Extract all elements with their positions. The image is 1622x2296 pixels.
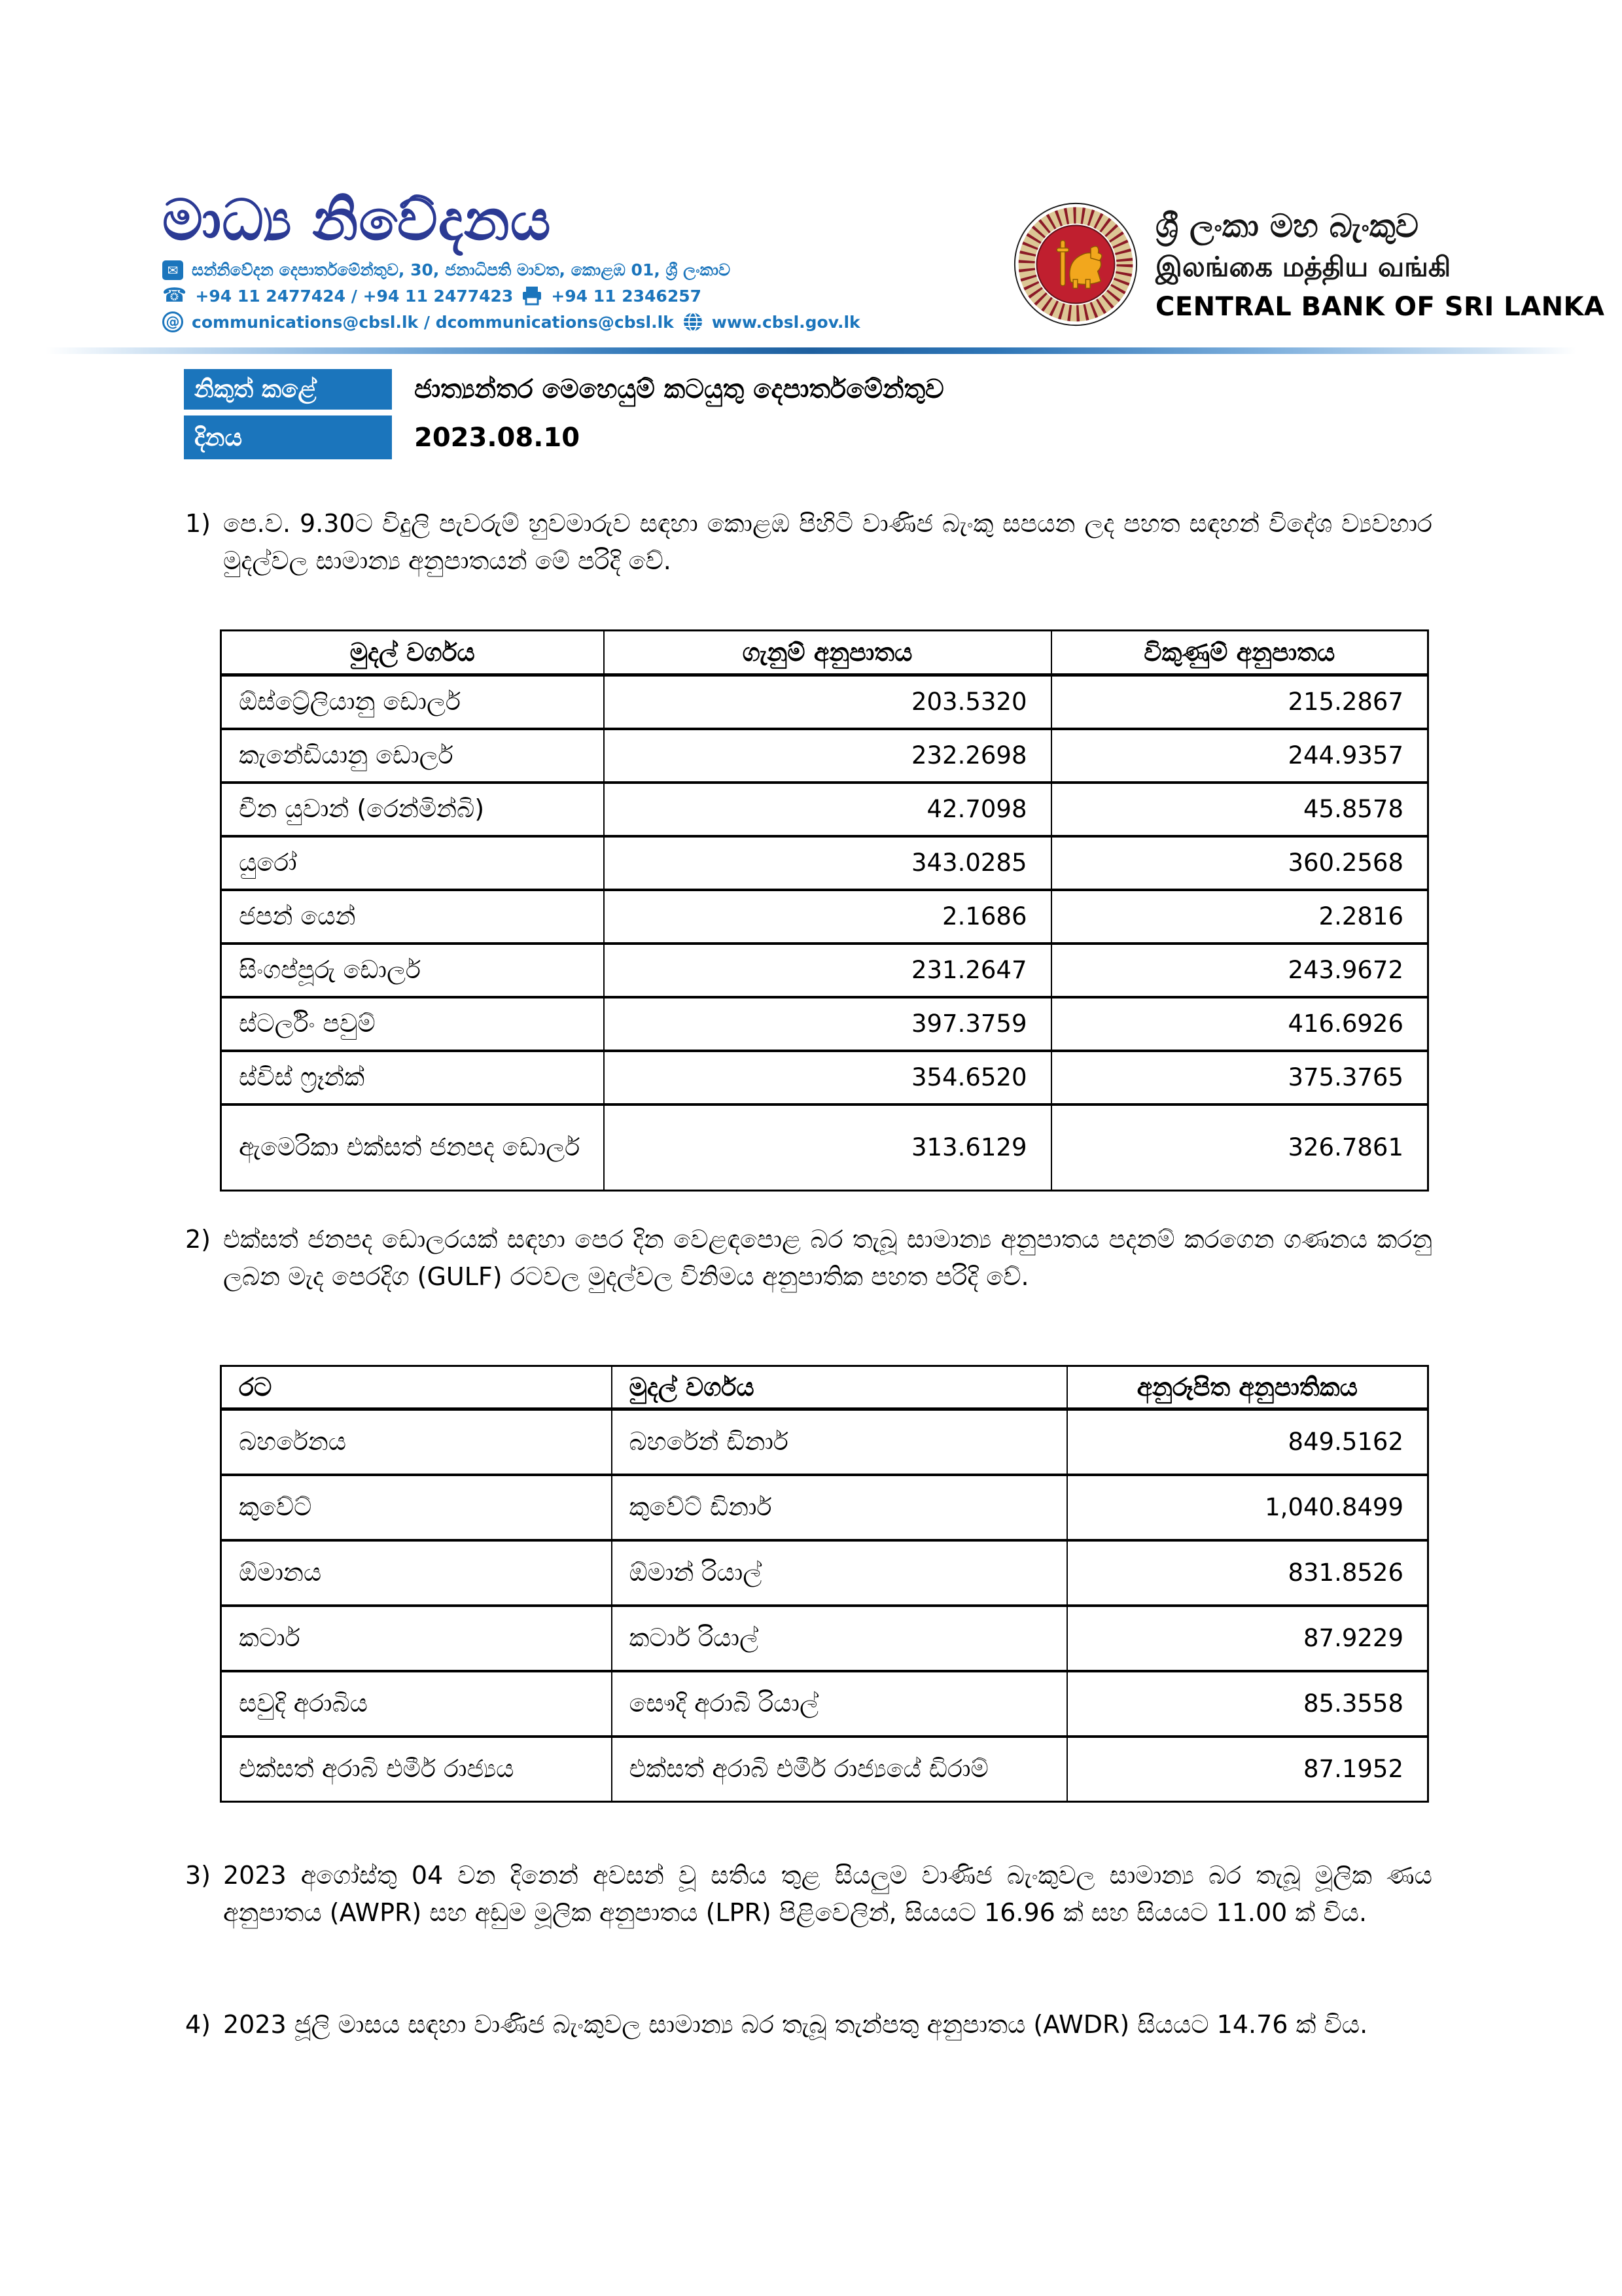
central-bank-emblem <box>1013 202 1138 327</box>
col-buy-header: ගැනුම් අනුපාතය <box>604 631 1051 675</box>
contact-fax: +94 11 2346257 <box>551 286 702 306</box>
meta-block <box>184 369 1434 459</box>
table-row <box>221 944 1428 997</box>
at-icon: @ <box>162 311 183 332</box>
col-sell-header: විකුණුම් අනුපාතය <box>1051 631 1428 675</box>
issued-by-label: නිකුත් කළේ <box>184 369 392 410</box>
col-currency-header: මුදල් වර්ගය <box>221 631 604 675</box>
gulf-rates-table <box>220 1365 1429 1803</box>
date-row <box>184 415 1434 459</box>
col-country-header: රට <box>221 1366 612 1409</box>
paragraph-3-text: 2023 අගෝස්තු 04 වන දිනෙන් අවසන් වූ සතිය තුළ සියලුම වාණිජ බැංකුවල සාමාන්‍ය බර තැබූ මූලික ණය අනුපාතය (AWPR) සහ අඩුම මූලික අනුපාතය (LPR) පිළිවෙලින්, සියයට 16.96 ක් සහ සියයට 11.00 ක් විය. <box>223 1861 1432 1927</box>
currency-name: ඕමාන් රියාල් <box>612 1540 1067 1606</box>
buy-rate: 2.1686 <box>604 890 1051 944</box>
rate-value: 85.3558 <box>1067 1671 1428 1737</box>
sell-rate: 416.6926 <box>1051 997 1428 1051</box>
contact-phones: +94 11 2477424 / +94 11 2477423 <box>195 286 514 306</box>
currency-name: චීන යුවාන් (රෙන්මින්බි) <box>221 783 604 836</box>
country-name: ඕමානය <box>221 1540 612 1606</box>
currency-name: සෞදි අරාබි රියාල් <box>612 1671 1067 1737</box>
paragraph-2-text: එක්සත් ජනපද ඩොලරයක් සඳහා පෙර දින වෙළඳපොළ බර තැබූ සාමාන්‍ය අනුපාතය පදනම් කරගෙන ගණනය කරනු ලබන මැද පෙරදිග (GULF) රටවල මුදල්වල විනිමය අනුපාතික පහත පරිදි වේ. <box>223 1225 1432 1291</box>
header-divider <box>46 347 1576 354</box>
contact-phone-row <box>162 286 860 306</box>
table-row <box>221 836 1428 890</box>
paragraph-1-text: පෙ.ව. 9.30ට විදුලි පැවරුම් හුවමාරුව සඳහා කොළඹ පිහිටි වාණිජ බැංකු සපයන ලද පහත සඳහන් විදේශ ව්‍යවහාර මුදල්වල සාමාන්‍ය අනුපාතයන් මේ පරිදි වේ. <box>223 509 1432 575</box>
masthead-right <box>1013 202 1605 327</box>
paragraph-3-number: 3) <box>185 1861 211 1890</box>
currency-name: ජපන් යෙන් <box>221 890 604 944</box>
country-name: එක්සත් අරාබි එමීර් රාජ්‍යය <box>221 1737 612 1802</box>
table-header-row <box>221 1366 1428 1409</box>
sell-rate: 243.9672 <box>1051 944 1428 997</box>
issued-by-row <box>184 369 1434 410</box>
table-row <box>221 1409 1428 1475</box>
paragraph-1-number: 1) <box>185 509 211 538</box>
table-row <box>221 729 1428 783</box>
page-title: මාධ්‍ය නිවේදනය <box>162 188 552 253</box>
issued-by-value: ජාත්‍යන්තර මෙහෙයුම් කටයුතු දෙපාර්තමේන්තුව <box>414 374 944 404</box>
date-value: 2023.08.10 <box>414 422 580 453</box>
contact-emails: communications@cbsl.lk / dcommunications@cbsl.lk <box>192 312 674 332</box>
col-currency-header: මුදල් වර්ගය <box>612 1366 1067 1409</box>
currency-name: ඇමෙරිකා එක්සත් ජනපද ඩොලර් <box>221 1104 604 1191</box>
currency-name: සිංගප්පූරු ඩොලර් <box>221 944 604 997</box>
currency-name: ස්ටර්ලිං පවුම් <box>221 997 604 1051</box>
bank-names <box>1155 207 1605 322</box>
rate-value: 849.5162 <box>1067 1409 1428 1475</box>
date-label: දිනය <box>184 415 392 459</box>
currency-name: කැනේඩියානු ඩොලර් <box>221 729 604 783</box>
sell-rate: 215.2867 <box>1051 675 1428 729</box>
buy-rate: 397.3759 <box>604 997 1051 1051</box>
buy-rate: 231.2647 <box>604 944 1051 997</box>
masthead-left <box>162 188 860 332</box>
table-row <box>221 1606 1428 1671</box>
buy-rate: 343.0285 <box>604 836 1051 890</box>
currency-name: කටාර් රියාල් <box>612 1606 1067 1671</box>
rate-value: 87.1952 <box>1067 1737 1428 1802</box>
buy-rate: 203.5320 <box>604 675 1051 729</box>
paragraph-4-number: 4) <box>185 2010 211 2039</box>
col-rate-header: අනුරූපිත අනුපාතිකය <box>1067 1366 1428 1409</box>
sell-rate: 360.2568 <box>1051 836 1428 890</box>
contact-address-row <box>162 260 860 280</box>
paragraph-4 <box>185 2006 1432 2043</box>
table-row <box>221 1475 1428 1540</box>
table-row <box>221 1051 1428 1104</box>
sell-rate: 45.8578 <box>1051 783 1428 836</box>
printer-icon <box>521 286 542 306</box>
buy-rate: 354.6520 <box>604 1051 1051 1104</box>
table-header-row <box>221 631 1428 675</box>
table-row <box>221 1671 1428 1737</box>
paragraph-1 <box>185 505 1432 580</box>
globe-icon <box>682 311 703 332</box>
exchange-rates-table <box>220 629 1429 1192</box>
rate-value: 1,040.8499 <box>1067 1475 1428 1540</box>
country-name: කුවේට් <box>221 1475 612 1540</box>
sell-rate: 326.7861 <box>1051 1104 1428 1191</box>
rate-value: 87.9229 <box>1067 1606 1428 1671</box>
currency-name: එක්සත් අරාබි එමීර් රාජ්‍යයේ ඩිරාම් <box>612 1737 1067 1802</box>
envelope-icon: ✉ <box>162 260 183 280</box>
table-row <box>221 1104 1428 1191</box>
currency-name: යුරෝ <box>221 836 604 890</box>
table-row <box>221 675 1428 729</box>
rate-value: 831.8526 <box>1067 1540 1428 1606</box>
country-name: බහරේනය <box>221 1409 612 1475</box>
currency-name: ස්විස් ෆ්‍රෑන්ක් <box>221 1051 604 1104</box>
buy-rate: 232.2698 <box>604 729 1051 783</box>
bank-name-sinhala: ශ්‍රී ලංකා මහ බැංකුව <box>1155 207 1419 245</box>
contact-email-row <box>162 311 860 332</box>
bank-name-english: CENTRAL BANK OF SRI LANKA <box>1155 291 1605 322</box>
table-row <box>221 1737 1428 1802</box>
country-name: සවුදි අරාබිය <box>221 1671 612 1737</box>
currency-name: ඕස්ට්‍රේලියානු ඩොලර් <box>221 675 604 729</box>
currency-name: කුවේට් ඩිනාර් <box>612 1475 1067 1540</box>
contact-block <box>162 260 860 332</box>
table-row <box>221 890 1428 944</box>
table-row <box>221 997 1428 1051</box>
table-row <box>221 783 1428 836</box>
bank-name-tamil: இலங்கை மத்திய வங்கி <box>1155 250 1451 283</box>
country-name: කටාර් <box>221 1606 612 1671</box>
paragraph-2 <box>185 1221 1432 1296</box>
sell-rate: 244.9357 <box>1051 729 1428 783</box>
phone-icon: ☎ <box>162 284 187 308</box>
sell-rate: 375.3765 <box>1051 1051 1428 1104</box>
table-row <box>221 1540 1428 1606</box>
paragraph-3 <box>185 1857 1432 1932</box>
contact-website: www.cbsl.gov.lk <box>711 312 860 332</box>
contact-address: සන්නිවේදන දෙපාර්තමේන්තුව, 30, ජනාධිපති මාවත, කොළඹ 01, ශ්‍රී ලංකාව <box>192 260 731 280</box>
paragraph-2-number: 2) <box>185 1225 211 1254</box>
buy-rate: 313.6129 <box>604 1104 1051 1191</box>
currency-name: බහරේන් ඩිනාර් <box>612 1409 1067 1475</box>
sell-rate: 2.2816 <box>1051 890 1428 944</box>
paragraph-4-text: 2023 ජූලි මාසය සඳහා වාණිජ බැංකුවල සාමාන්‍ය බර තැබූ තැන්පතු අනුපාතය (AWDR) සියයට 14.76 ක් විය. <box>223 2010 1368 2039</box>
buy-rate: 42.7098 <box>604 783 1051 836</box>
